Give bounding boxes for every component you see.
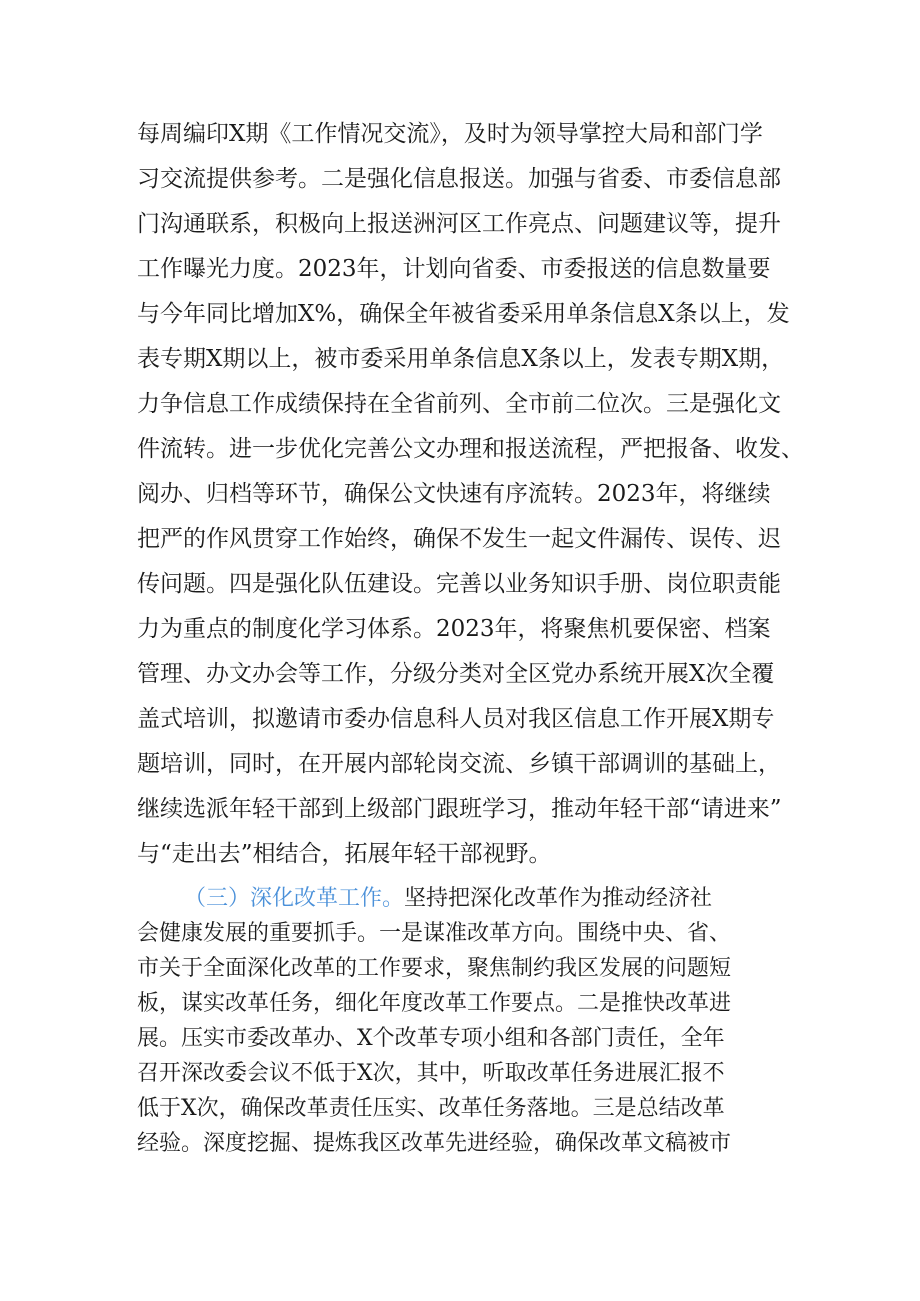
paragraph2-line: 经验。深度挖掘、提炼我区改革先进经验，确保改革文稿被市 [137,1131,732,1156]
paragraph1-line: 习交流提供参考。二是强化信息报送。加强与省委、市委信息部 [137,166,781,192]
paragraph1-line: 与今年同比增加X%，确保全年被省委采用单条信息X条以上，发 [137,301,790,327]
paragraph2-line: 展。压实市委改革办、X个改革专项小组和各部门责任，全年 [137,1026,725,1051]
section-heading: （三）深化改革工作。 [184,886,405,911]
paragraph1-line: 传问题。四是强化队伍建设。完善以业务知识手册、岗位职责能 [137,571,781,597]
paragraph2-first-text: 坚持把深化改革作为推动经济社 [404,886,713,911]
paragraph1-line: 工作曝光力度。2023年，计划向省委、市委报送的信息数量要 [137,256,771,282]
paragraph1-line: 每周编印X期《工作情况交流》，及时为领导掌控大局和部门学 [137,121,763,147]
paragraph1-line: 力争信息工作成绩保持在全省前列、全市前二位次。三是强化文 [137,391,781,417]
paragraph2-line: 市关于全面深化改革的工作要求，聚焦制约我区发展的问题短 [137,956,732,981]
paragraph1-line: 把严的作风贯穿工作始终，确保不发生一起文件漏传、误传、迟 [137,526,781,552]
paragraph1-line: 力为重点的制度化学习体系。2023年，将聚焦机要保密、档案 [137,616,771,642]
paragraph1-line: 阅办、归档等环节，确保公文快速有序流转。2023年，将继续 [137,481,771,507]
paragraph1-line: 件流转。进一步优化完善公文办理和报送流程，严把报备、收发、 [137,436,804,462]
paragraph1-line: 管理、办文办会等工作，分级分类对全区党办系统开展X次全覆 [137,661,775,687]
paragraph2-line: 召开深改委会议不低于X次，其中，听取改革任务进展汇报不 [137,1061,725,1086]
paragraph1-line: 题培训，同时，在开展内部轮岗交流、乡镇干部调训的基础上， [137,751,781,777]
paragraph2-first-line [184,881,712,912]
paragraph1-line: 继续选派年轻干部到上级部门跟班学习，推动年轻干部“请进来” [137,796,782,822]
paragraph2-line: 板，谋实改革任务，细化年度改革工作要点。二是推快改革进 [137,991,732,1016]
paragraph2-line: 低于X次，确保改革责任压实、改革任务落地。三是总结改革 [137,1096,725,1121]
paragraph1-line: 盖式培训，拟邀请市委办信息科人员对我区信息工作开展X期专 [137,706,775,732]
paragraph2-line: 会健康发展的重要抓手。一是谋准改革方向。围绕中央、省、 [137,921,732,946]
paragraph1-line: 门沟通联系，积极向上报送洲河区工作亮点、问题建议等，提升 [137,211,781,237]
paragraph1-line: 与“走出去”相结合，拓展年轻干部视野。 [137,841,552,867]
paragraph1-line: 表专期X期以上，被市委采用单条信息X条以上，发表专期X期， [137,346,785,372]
